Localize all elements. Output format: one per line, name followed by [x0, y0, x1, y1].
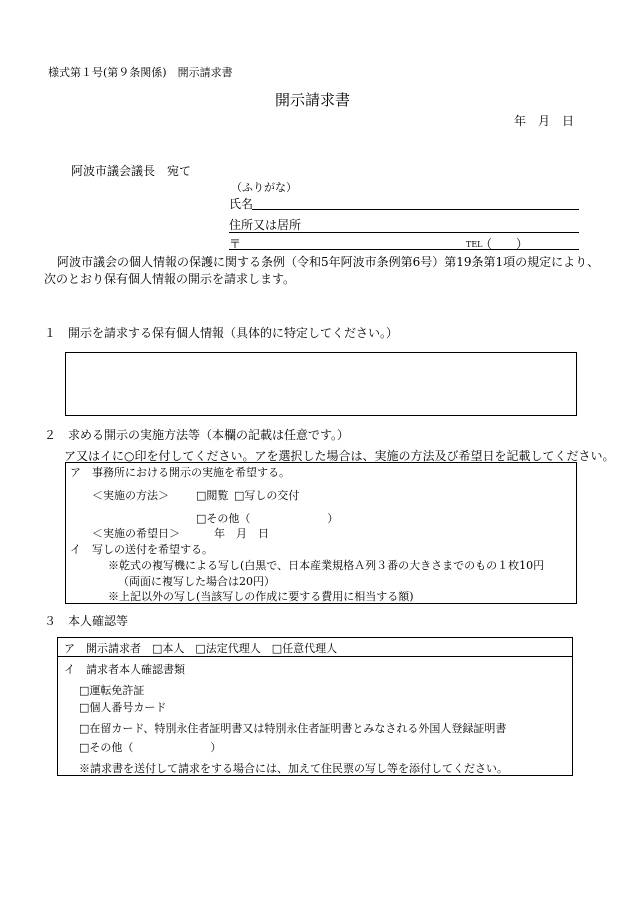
option-a-label[interactable]: ア 事務所における開示の実施を希望する。	[70, 466, 290, 479]
tel-label: TEL	[466, 240, 483, 249]
intro-line-1: 阿波市議会の個人情報の保護に関する条例（令和5年阿波市条例第6号）第19条第1項の規定により、	[57, 255, 600, 269]
drivers-license-checkbox[interactable]: □運転免許証	[79, 684, 145, 697]
address-field[interactable]	[229, 232, 579, 233]
desired-date-label: ＜実施の希望日＞	[92, 527, 180, 540]
section1-heading: １ 開示を請求する保有個人情報（具体的に特定してください。）	[44, 326, 399, 340]
section1-input-box[interactable]	[65, 352, 577, 416]
id-documents-label: イ 請求者本人確認書類	[64, 663, 185, 676]
desired-date-field[interactable]: 年 月 日	[214, 527, 269, 540]
requester-type-row[interactable]: ア 開示請求者 □本人 □法定代理人 □任意代理人	[64, 642, 338, 655]
intro-line-2: 次のとおり保有個人情報の開示を請求します。	[44, 272, 296, 286]
mail-request-footnote: ※請求書を送付して請求をする場合には、加えて住民票の写し等を添付してください。	[79, 762, 508, 775]
view-checkbox[interactable]: □閲覧	[196, 489, 229, 502]
form-number: 様式第１号(第９条関係) 開示請求書	[48, 66, 233, 79]
other-document-checkbox[interactable]: □その他（ ）	[79, 741, 222, 754]
section2-heading: ２ 求める開示の実施方法等（本欄の記載は任意です。）	[44, 428, 350, 442]
name-field[interactable]	[252, 209, 579, 210]
address-label: 住所又は居所	[229, 218, 302, 232]
double-sided-note: （両面に複写した場合は20円）	[118, 575, 275, 588]
postal-mark: 〒	[229, 237, 242, 251]
date-field[interactable]: 年 月 日	[514, 114, 575, 128]
copy-delivery-checkbox[interactable]: □写しの交付	[234, 489, 300, 502]
postal-tel-field[interactable]	[229, 249, 579, 250]
tel-paren: （ ）	[480, 237, 529, 251]
section2-note: ア又はイに○印を付してください。アを選択した場合は、実施の方法及び希望日を記載してください。	[64, 449, 615, 463]
other-method-checkbox[interactable]: □その他（ ）	[196, 512, 339, 525]
section3-heading: ３ 本人確認等	[44, 614, 129, 628]
name-label: 氏名	[229, 197, 254, 211]
section3-divider	[57, 656, 573, 657]
page-title: 開示請求書	[275, 91, 351, 109]
other-copy-note: ※上記以外の写し(当該写しの作成に要する費用に相当する額)	[108, 590, 414, 603]
addressee: 阿波市議会議長 宛て	[71, 164, 192, 178]
my-number-card-checkbox[interactable]: □個人番号カード	[79, 701, 167, 714]
furigana-label: （ふりがな）	[231, 181, 297, 194]
dry-copy-note: ※乾式の複写機による写し(白黒で、日本産業規格Ａ列３番の大きさまでのもの１枚10円	[108, 559, 545, 572]
option-b-label[interactable]: イ 写しの送付を希望する。	[70, 543, 213, 556]
residence-card-checkbox[interactable]: □在留カード、特別永住者証明書又は特別永住者証明書とみなされる外国人登録証明書	[79, 722, 507, 735]
method-label: ＜実施の方法＞	[92, 489, 169, 502]
